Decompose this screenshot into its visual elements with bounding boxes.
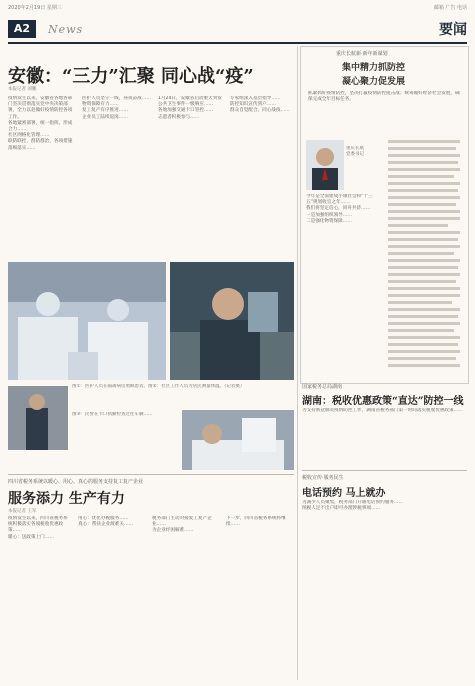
- main-col-1: 疫情发生以来，安徽省各地各部门坚决贯彻落实党中央决策部署，全力以赴做好疫情防控各项工作。 各地紧密部署，统一指挥，形成合力…… 社区网格化管理…… 联防联控，群防群治，各项措施落细落实……: [8, 96, 73, 151]
- bottom-col-3: 税务部门主动对接复工复产企业…… 为企业纾困解难……: [152, 516, 212, 534]
- header-rule: [8, 42, 467, 44]
- main-byline: 本报记者 刘鹏: [8, 87, 37, 92]
- phone-body: 为减少人员聚集，税务部门开通电话预约服务…… 纳税人足不出户即可办理涉税事项……: [302, 500, 404, 512]
- bottom-title: 服务添力 生产有力: [8, 491, 125, 507]
- tax-label: 国家税务总局湖南: [302, 384, 343, 390]
- main-col-2: 医护人员坚守一线，昼夜奋战…… 物资保障有力…… 复工复产有序推进…… 企业员工陆续返岗……: [82, 96, 151, 120]
- photo-police-checkpoint: [8, 386, 68, 450]
- bottom-byline: 本报记者 王军: [8, 509, 37, 514]
- strip-info: 邮箱 广告 电话: [433, 5, 467, 11]
- interview-title-2: 凝心聚力促发展: [342, 77, 406, 87]
- main-col-4: 专家组深入基层指导…… 防控知识宣传到户…… 群众自觉配合，同心战疫……: [230, 96, 290, 114]
- bottom-kicker: 四川省税务系统以暖心、用心、真心的服务支持复工复产企业: [8, 479, 144, 485]
- main-col-3: 1月24日，安徽省启动重大突发公共卫生事件一级响应…… 各地加强交通卡口管控…… 志愿者积极参与……: [158, 96, 222, 120]
- photo-patient-care: [182, 410, 294, 470]
- column-divider: [297, 46, 298, 680]
- portrait-caption: 重庆长航 党委书记: [346, 146, 364, 157]
- phone-title: 电话预约 马上就办: [302, 488, 386, 499]
- portrait-photo: [306, 140, 344, 190]
- bottom-col-1: 疫情发生以来，四川省税务系统积极落实各项税收优惠政策…… 暖心：送政策上门……: [8, 516, 68, 540]
- page-header: [8, 16, 467, 40]
- strip-date: 2020年2月19日 星期三: [8, 5, 62, 11]
- masthead-strip: [8, 4, 467, 12]
- phone-strip: 税收宣传·服务民生: [302, 475, 344, 481]
- bottom-col-2: 用心：优化办税服务…… 真心：帮扶企业渡难关……: [78, 516, 134, 528]
- main-headline: 安徽：“三力”汇聚 同心战“疫”: [8, 66, 254, 87]
- bottom-col-4: 下一步，四川省税务系统将继续……: [226, 516, 286, 528]
- phone-divider: [302, 470, 467, 471]
- photo-community-worker: [170, 262, 294, 380]
- interview-body-left: 今年是全面建成小康社会和“十三五”规划收官之年…… 我们将坚定信心，同舟共济…… 一是加强组织领导…… 二是强化物资保障……: [306, 194, 373, 224]
- tax-body: 为支持新冠肺炎疫情防控工作，湖南省税务部门第一时间落实税收优惠政策……: [302, 408, 463, 413]
- photo-caption-2: 图③：民警在卡口执勤检查过往车辆……: [72, 412, 153, 417]
- news-label: News: [48, 23, 84, 36]
- photo-caption: 图①：医护人员在隔离病房照顾患者。图②：社区工作人员为居民测量体温。（记者摄）: [72, 384, 245, 389]
- interview-intro: 抓紧抓好疫情防控，坚决打赢疫情防控阻击战；统筹做好经济社会发展，确保完成全年目标任务。: [308, 91, 460, 103]
- interview-body-right: [388, 140, 462, 376]
- page-number: A2: [8, 20, 36, 38]
- photo-medical-staff: [8, 262, 166, 380]
- bottom-divider: [8, 474, 294, 475]
- interview-label: 重庆长航新·新年新谋划: [336, 51, 388, 57]
- interview-title-1: 集中精力抓防控: [342, 63, 406, 73]
- section-title: 要闻: [439, 22, 467, 38]
- tax-title: 湖南：税收优惠政策“直达”防控一线: [302, 396, 464, 407]
